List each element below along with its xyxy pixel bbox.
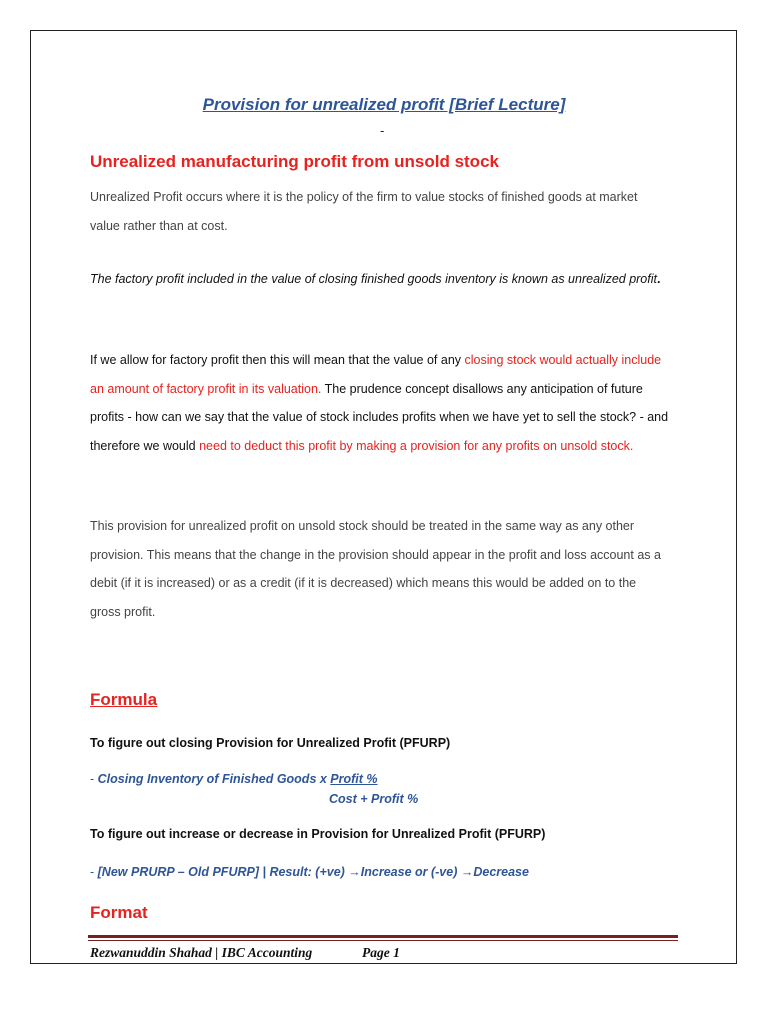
formula2-prefix: - <box>90 865 98 879</box>
para3-text-a: If we allow for factory profit then this will mean that the value of any <box>90 353 465 367</box>
formula2-text-c: Decrease <box>473 865 529 879</box>
paragraph-provision: This provision for unrealized profit on unsold stock should be treated in the same way as any other provision. This means that the change in the provision should appear in the profit and loss account as a debit (if it is increased) or as a credit (if it is decreased) which means this would be added on to the gross profit. <box>90 519 661 619</box>
footer-page-number: Page 1 <box>362 945 400 960</box>
formula2-text-b: Increase or (-ve) <box>360 865 461 879</box>
arrow-right-icon: → <box>460 865 474 879</box>
format-heading: Format <box>90 903 148 922</box>
section-heading: Unrealized manufacturing profit from unsold stock <box>90 152 499 171</box>
paragraph-factory-profit <box>90 346 670 460</box>
formula-heading: Formula <box>90 690 158 709</box>
para3-highlight-b: need to deduct this profit by making a provision for any profits on unsold stock. <box>199 438 634 453</box>
paragraph-intro: Unrealized Profit occurs where it is the policy of the firm to value stocks of finished goods at market value rather than at cost. <box>90 190 638 233</box>
title-dash: - <box>380 123 385 138</box>
arrow-right-icon: → <box>348 865 361 879</box>
document-title: Provision for unrealized profit [Brief Lecture] <box>202 95 566 114</box>
formula1-denominator-text: Cost + Profit % <box>329 792 419 806</box>
definition-period: . <box>657 272 661 286</box>
paragraph-definition <box>90 265 670 294</box>
definition-text: The factory profit included in the value of closing finished goods inventory is known as unrealized profit <box>90 272 657 286</box>
footer-divider <box>88 935 678 938</box>
para3-highlight-a: closing stock would actually include an amount of factory profit in its valuation. <box>90 353 662 396</box>
para3-text-b: The prudence concept disallows any anticipation of future profits - how can we say that the value of stock includes profits when we have yet to sell the stock? - and therefore we would <box>90 381 669 453</box>
footer-divider-thin <box>88 940 678 941</box>
footer-author: Rezwanuddin Shahad | IBC Accounting <box>90 945 313 960</box>
formula2-text-a: [New PRURP – Old PFURP] | Result: (+ve) <box>97 865 349 879</box>
formula1-text: Closing Inventory of Finished Goods x <box>97 772 331 786</box>
formula2-label: To figure out increase or decrease in Provision for Unrealized Profit (PFURP) <box>90 827 546 841</box>
formula1-expression <box>90 772 378 786</box>
formula1-prefix: - <box>90 772 98 786</box>
formula1-label: To figure out closing Provision for Unrealized Profit (PFURP) <box>90 736 451 750</box>
formula1-denominator <box>329 792 418 806</box>
formula2-expression <box>90 865 529 879</box>
formula1-numerator: Profit % <box>330 772 378 786</box>
